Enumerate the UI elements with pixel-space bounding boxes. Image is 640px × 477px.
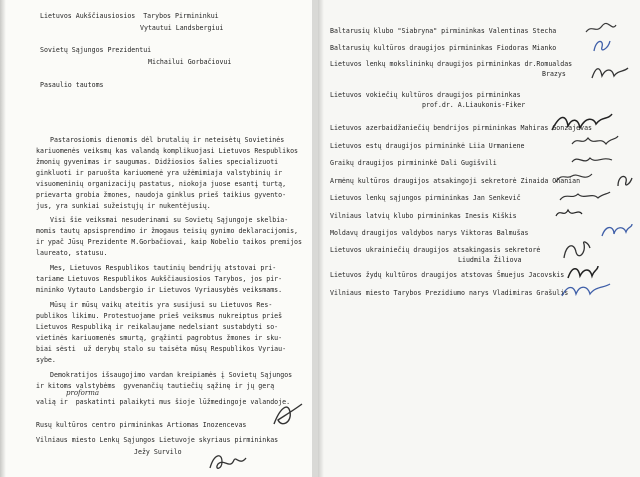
addressee-line: Sovietų Sąjungos Prezidentui (40, 46, 152, 54)
paragraph-line: kariuomenės veiksmų kas valandą komplikuojasi Lietuvos Respublikos (36, 147, 299, 155)
paragraph-line: Pastarosiomis dienomis dėl brutalių ir neteisėtų Sovietinės (50, 136, 285, 144)
paragraph-line: vietinės kariuomenės smurtą, grąžinti pagrobtus žmones ir sku- (36, 334, 283, 342)
signatory-row: Armėnų kultūros draugijos atsakingoji sekretorė Zinaida Ohanian (330, 177, 581, 185)
paragraph-line: biai sėsti už derybų stalo su taisėta mūsų Respublikos Vyriau- (36, 345, 287, 353)
paragraph-line: jus, yra sunkiai sužeistųjų ir nukentėjusių. (36, 202, 211, 210)
signature-mark (554, 206, 584, 220)
paragraph-line: ir kitoms valstybėms gyvenančių tautiečių sąžinę ir jų gerą (36, 382, 275, 390)
signature-mark (554, 170, 594, 186)
signatory-row: Brazys (542, 70, 566, 78)
signatory-row: Lietuvos lenkų mokslininkų draugijos pirmininkas dr.Romualdas (330, 60, 573, 68)
addressee-name: Vytautui Landsbergiui (140, 24, 224, 32)
signature-mark (614, 172, 634, 190)
signatory-row: Baltarusių klubo "Siabryna" pirmininkas Valentinas Stecha (330, 27, 557, 35)
left-page (0, 0, 312, 477)
signatory-row: Moldavų draugijos valdybos narys Viktoras Balmušas (330, 229, 529, 237)
signatory-line: Rusų kultūros centro pirmininkas Artiomas Inozencevas (36, 421, 247, 429)
signatory-row: Baltarusių kultūros draugijos pirmininkas Fiodoras Mianko (330, 44, 557, 52)
paragraph-line: ginkluoti ir paruošta kariuomenė yra užėmimiaja valstybinių ir (36, 169, 283, 177)
signatory-row: Lietuvos žydų kultūros draugijos atstovas Šmuejus Jacovskis (330, 271, 565, 279)
right-page (318, 0, 640, 477)
paragraph-line: mininko Vytauto Landsbergio ir Lietuvos Vyriausybės veiksmams. (36, 286, 283, 294)
paragraph-line: momis tautų apsisprendimo ir žmogaus teisių gynimo deklaracijomis, (36, 227, 299, 235)
signature-mark (590, 62, 630, 82)
handwritten-insert: proforma (66, 389, 100, 397)
signature-mark (270, 398, 306, 430)
signatory-line: Vilniaus miesto Lenkų Sąjungos Lietuvoje skyriaus pirmininkas (36, 436, 279, 444)
signature-mark (570, 152, 614, 168)
addressee-line: Pasaulio tautoms (40, 81, 104, 89)
paragraph-line: ir ypač Jūsų Prezidente M.Gorbačiovai, kaip Nobelio taikos premijos (36, 238, 302, 246)
signature-mark (560, 280, 612, 302)
signatory-row: Liudmila Žiliova (458, 256, 522, 264)
signatory-row: Vilniaus latvių klubo pirmininkas Inesis Kiškis (330, 212, 517, 220)
paragraph-line: Demokratijos išsaugojimo vardan kreipiamės į Sovietų Sąjungos (50, 371, 293, 379)
paragraph-line: sybe. (36, 356, 56, 364)
signatory-name: Ježy Survilo (134, 448, 182, 456)
signatory-row: Vilniaus miesto Tarybos Prezidiumo narys Vladimiras Grašulis (330, 289, 569, 297)
paragraph-line: laureato, statusu. (36, 249, 108, 257)
signature-mark (570, 132, 620, 150)
page-edge-shadow (0, 0, 6, 477)
paragraph-line: Mūsų ir mūsų vaikų ateitis yra susijusi su Lietuvos Res- (50, 301, 273, 309)
paragraph-line: Visi šie veiksmai nesuderinami su Sovietų Sąjungoje skelbia- (50, 216, 289, 224)
paragraph-line: tariame Lietuvos Respublikos Aukščiausiosios Tarybos, jos pir- (36, 275, 283, 283)
signatory-row: Graikų draugijos pirmininkė Dali Gugišvili (330, 159, 497, 167)
paragraph-line: valią ir paskatinti palaikyti mus šioje lūžmedingoje valandoje. (36, 398, 291, 406)
signatory-row: Lietuvos vokiečių kultūros draugijos pirmininkas (330, 91, 521, 99)
signature-mark (206, 448, 250, 474)
paragraph-line: visuomeninių organizacijų pastatus, niokoja juose esantį turtą, (36, 180, 287, 188)
signatory-row: prof.dr. A.Liaukonis-Fiker (422, 101, 526, 109)
signature-mark (560, 238, 592, 264)
paragraph-line: žmonių gyvenimas ir saugumas. Didžiosios šalies specializuoti (36, 158, 279, 166)
paragraph-line: Lietuvos Respubliką ir reikalaujame nedelsiant sustabdyti so- (36, 323, 279, 331)
signature-mark (590, 37, 612, 55)
signatory-row: Lietuvos estų draugijos pirmininkė Liia Urmaniene (330, 142, 525, 150)
signatory-row: Lietuvos lenkų sąjungos pirmininkas Jan Senkevič (330, 194, 521, 202)
signatory-row: Lietuvos azerbaidžaniečių bendrijos pirmininkas Mahiras Gonzajevas (330, 124, 593, 132)
signature-mark (558, 188, 612, 204)
addressee-name: Michailui Gorbačiovui (148, 58, 232, 66)
addressee-line: Lietuvos Aukščiausiosios Tarybos Pirmininkui (40, 12, 219, 20)
paragraph-line: Mes, Lietuvos Respublikos tautinių bendrijų atstovai pri- (50, 264, 277, 272)
page-edge-shadow (318, 0, 324, 477)
signature-mark (600, 222, 634, 240)
paragraph-line: publikos likimu. Protestuojame prieš veiksmus nukreiptus prieš (36, 312, 283, 320)
paragraph-line: prievarta grobia žmones, naudoja ginklus prieš taikius gyvento- (36, 191, 287, 199)
signatory-row: Lietuvos ukrainiečių draugijos atsakingasis sekretorė (330, 246, 541, 254)
signature-mark (584, 22, 618, 36)
